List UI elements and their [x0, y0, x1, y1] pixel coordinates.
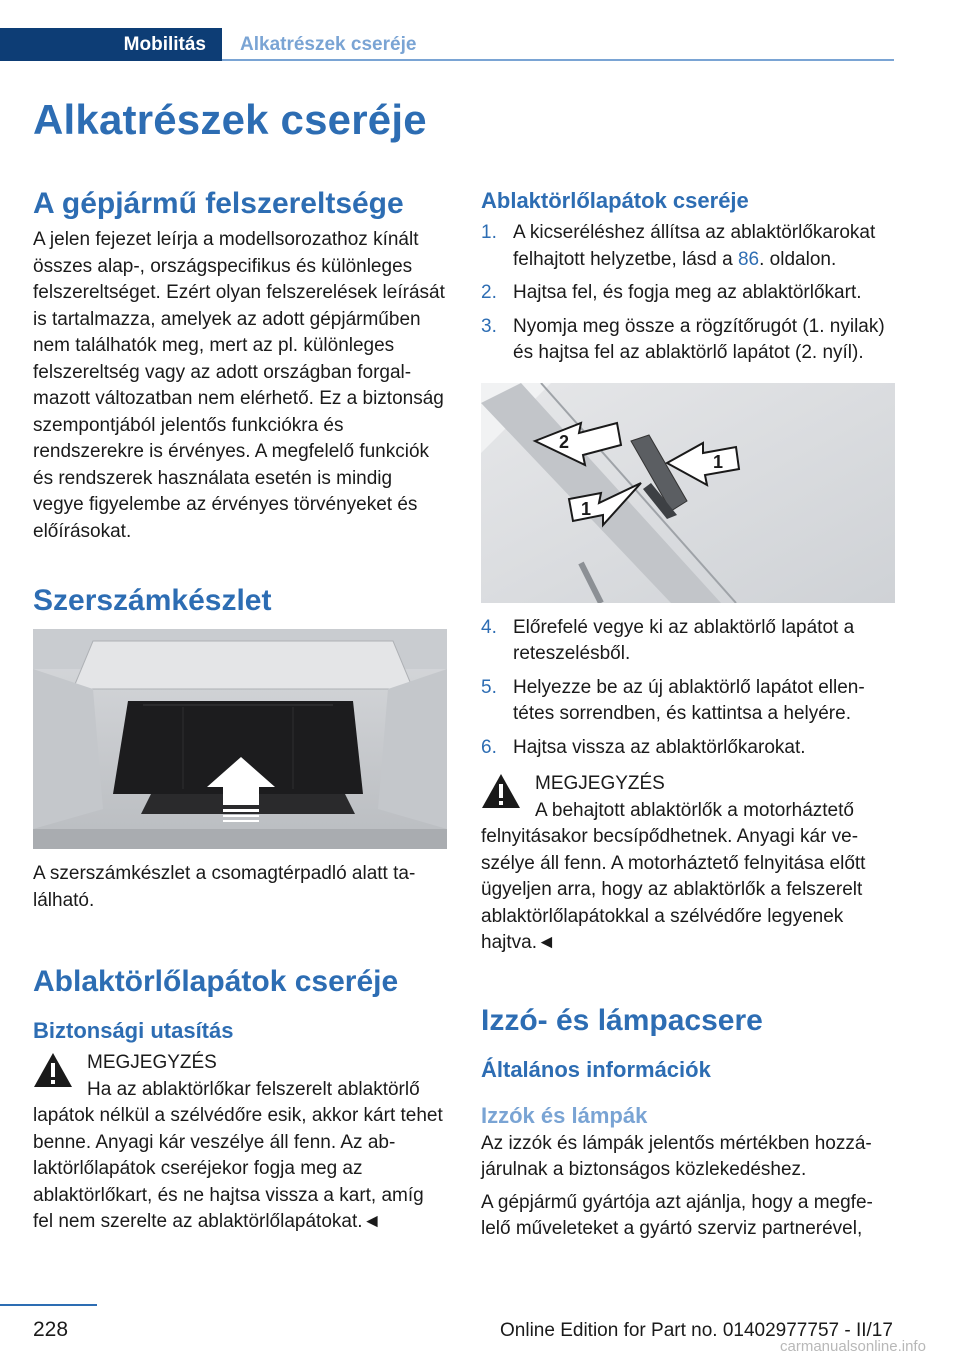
footer-divider [0, 1304, 97, 1306]
step-text: A kicseréléshez állítsa az ablaktörlőkarokat felhajtott helyzetbe, lásd a 86. oldalon. [513, 222, 876, 270]
page-title: Alkatrészek cseréje [33, 96, 427, 143]
step-number: 4. [481, 616, 497, 638]
warning-triangle-icon [481, 773, 521, 809]
step-number: 6. [481, 736, 497, 758]
step-text: Hajtsa fel, és fogja meg az ablaktörlőkart. [513, 282, 862, 303]
right-column [481, 182, 895, 1243]
arrow-label: 1 [581, 498, 592, 519]
footer-edition: Online Edition for Part no. 01402977757 - II/17 [500, 1320, 893, 1341]
warning-label: MEGJEGYZÉS [87, 1052, 217, 1073]
warning-block-right [481, 771, 895, 957]
page-link[interactable]: 86 [737, 248, 760, 270]
step-text: Előrefelé vegye ki az ablaktörlő lapátot a reteszelésből. [513, 616, 855, 664]
wiper-illustration [481, 383, 895, 603]
wiper-heading-left: Ablaktörlőlapátok cseréje [33, 965, 399, 998]
step-item [481, 220, 895, 273]
warning-text: lapátok nélkül a szélvédőre esik, akkor kárt tehet benne. Anyagi kár veszélye áll fenn. Az ablaktörlőlapátok cseréjekor fogja meg az ablaktörlőkart, és ne hajtsa vissza a kart, amíg fel nem szerelte az ablaktörlőlapátokat.◄ [33, 1105, 443, 1232]
arrow-label: 2 [559, 431, 570, 452]
bulbs-text-2: A gépjármű gyártója azt ajánlja, hogy a megfelelő műveleteket a gyártó szerviz partnerével, [481, 1191, 873, 1239]
bulbs-subheading: Izzók és lámpák [481, 1102, 648, 1128]
toolkit-text: A szerszámkészlet a csomagtérpadló alatt található. [33, 863, 416, 911]
equipment-text: A jelen fejezet leírja a modellsorozathoz kínált összes alap-, országspecifikus és különleges felszereltséget. Ezért olyan felszerelések leírását is tartalmazza, amelyek az adott gépjárműben nem találhatók meg, mert az pl. különleges felszereltség vagy az adott országban forgalmazott változatban nem elérhető. Ez a biztonság szempontjából jelentős funkciókra és rendszerekre is érvényes. A megfelelő funkciók és rendszerek használata esetén is mindig vegye figyelembe az érvényes törvényeket és előírásokat. [33, 229, 445, 542]
warning-block-left [33, 1050, 447, 1236]
steps-list-a [481, 220, 895, 367]
page-number: 228 [33, 1318, 69, 1341]
bulbs-text-1: Az izzók és lámpák jelentős mértékben hozzájárulnak a biztonságos közlekedéshez. [481, 1132, 872, 1180]
step-text: Helyezze be az új ablaktörlő lapátot ellentétes sorrendben, és kattintsa a helyére. [513, 676, 865, 724]
step-item [481, 314, 895, 367]
step-item [481, 675, 895, 728]
trunk-floor-image [33, 629, 447, 849]
step-number: 2. [481, 282, 497, 303]
wiper-heading-right: Ablaktörlőlapátok cseréje [481, 188, 749, 213]
left-column [33, 182, 447, 1236]
arrow-label: 1 [713, 451, 724, 472]
warning-triangle-icon [33, 1052, 73, 1088]
warning-label: MEGJEGYZÉS [535, 773, 665, 794]
toolkit-heading: Szerszámkészlet [33, 584, 272, 617]
step-item [481, 280, 895, 307]
general-info-heading: Általános információk [481, 1056, 711, 1082]
warning-text-first: Ha az ablaktörlőkar felszerelt ablaktörlő [87, 1078, 420, 1100]
header-divider [222, 59, 894, 61]
step-number: 5. [481, 676, 497, 698]
equipment-heading: A gépjármű felszereltsége [33, 187, 404, 220]
step-text: Hajtsa vissza az ablaktörlőkarokat. [513, 736, 806, 758]
trunk-illustration [33, 629, 447, 849]
step-item [481, 615, 895, 668]
bulbs-heading: Izzó- és lámpacsere [481, 1003, 763, 1037]
section-tab[interactable]: Mobilitás [0, 28, 222, 61]
page-tab[interactable]: Alkatrészek cseréje [240, 33, 417, 55]
safety-heading: Biztonsági utasítás [33, 1018, 234, 1043]
step-number: 1. [481, 222, 497, 243]
wiper-figure [481, 383, 895, 603]
step-item [481, 735, 895, 762]
steps-list-b [481, 615, 895, 762]
step-number: 3. [481, 315, 497, 337]
watermark: carmanualsonline.info [780, 1338, 926, 1355]
step-text: Nyomja meg össze a rögzítőrugót (1. nyilak) és hajtsa fel az ablaktörlő lapátot (2. nyíl). [513, 315, 885, 363]
warning-text: felnyitásakor becsípődhetnek. Anyagi kár veszélye áll fenn. A motorháztető felnyitása előtt ügyeljen arra, hogy az ablaktörlők a felszerelt ablaktörlőlapátokkal a szélvédőre legyenek hajtva.◄ [481, 826, 866, 953]
warning-text-first: A behajtott ablaktörlők a motorháztető [535, 799, 854, 821]
header-bar [0, 0, 960, 62]
